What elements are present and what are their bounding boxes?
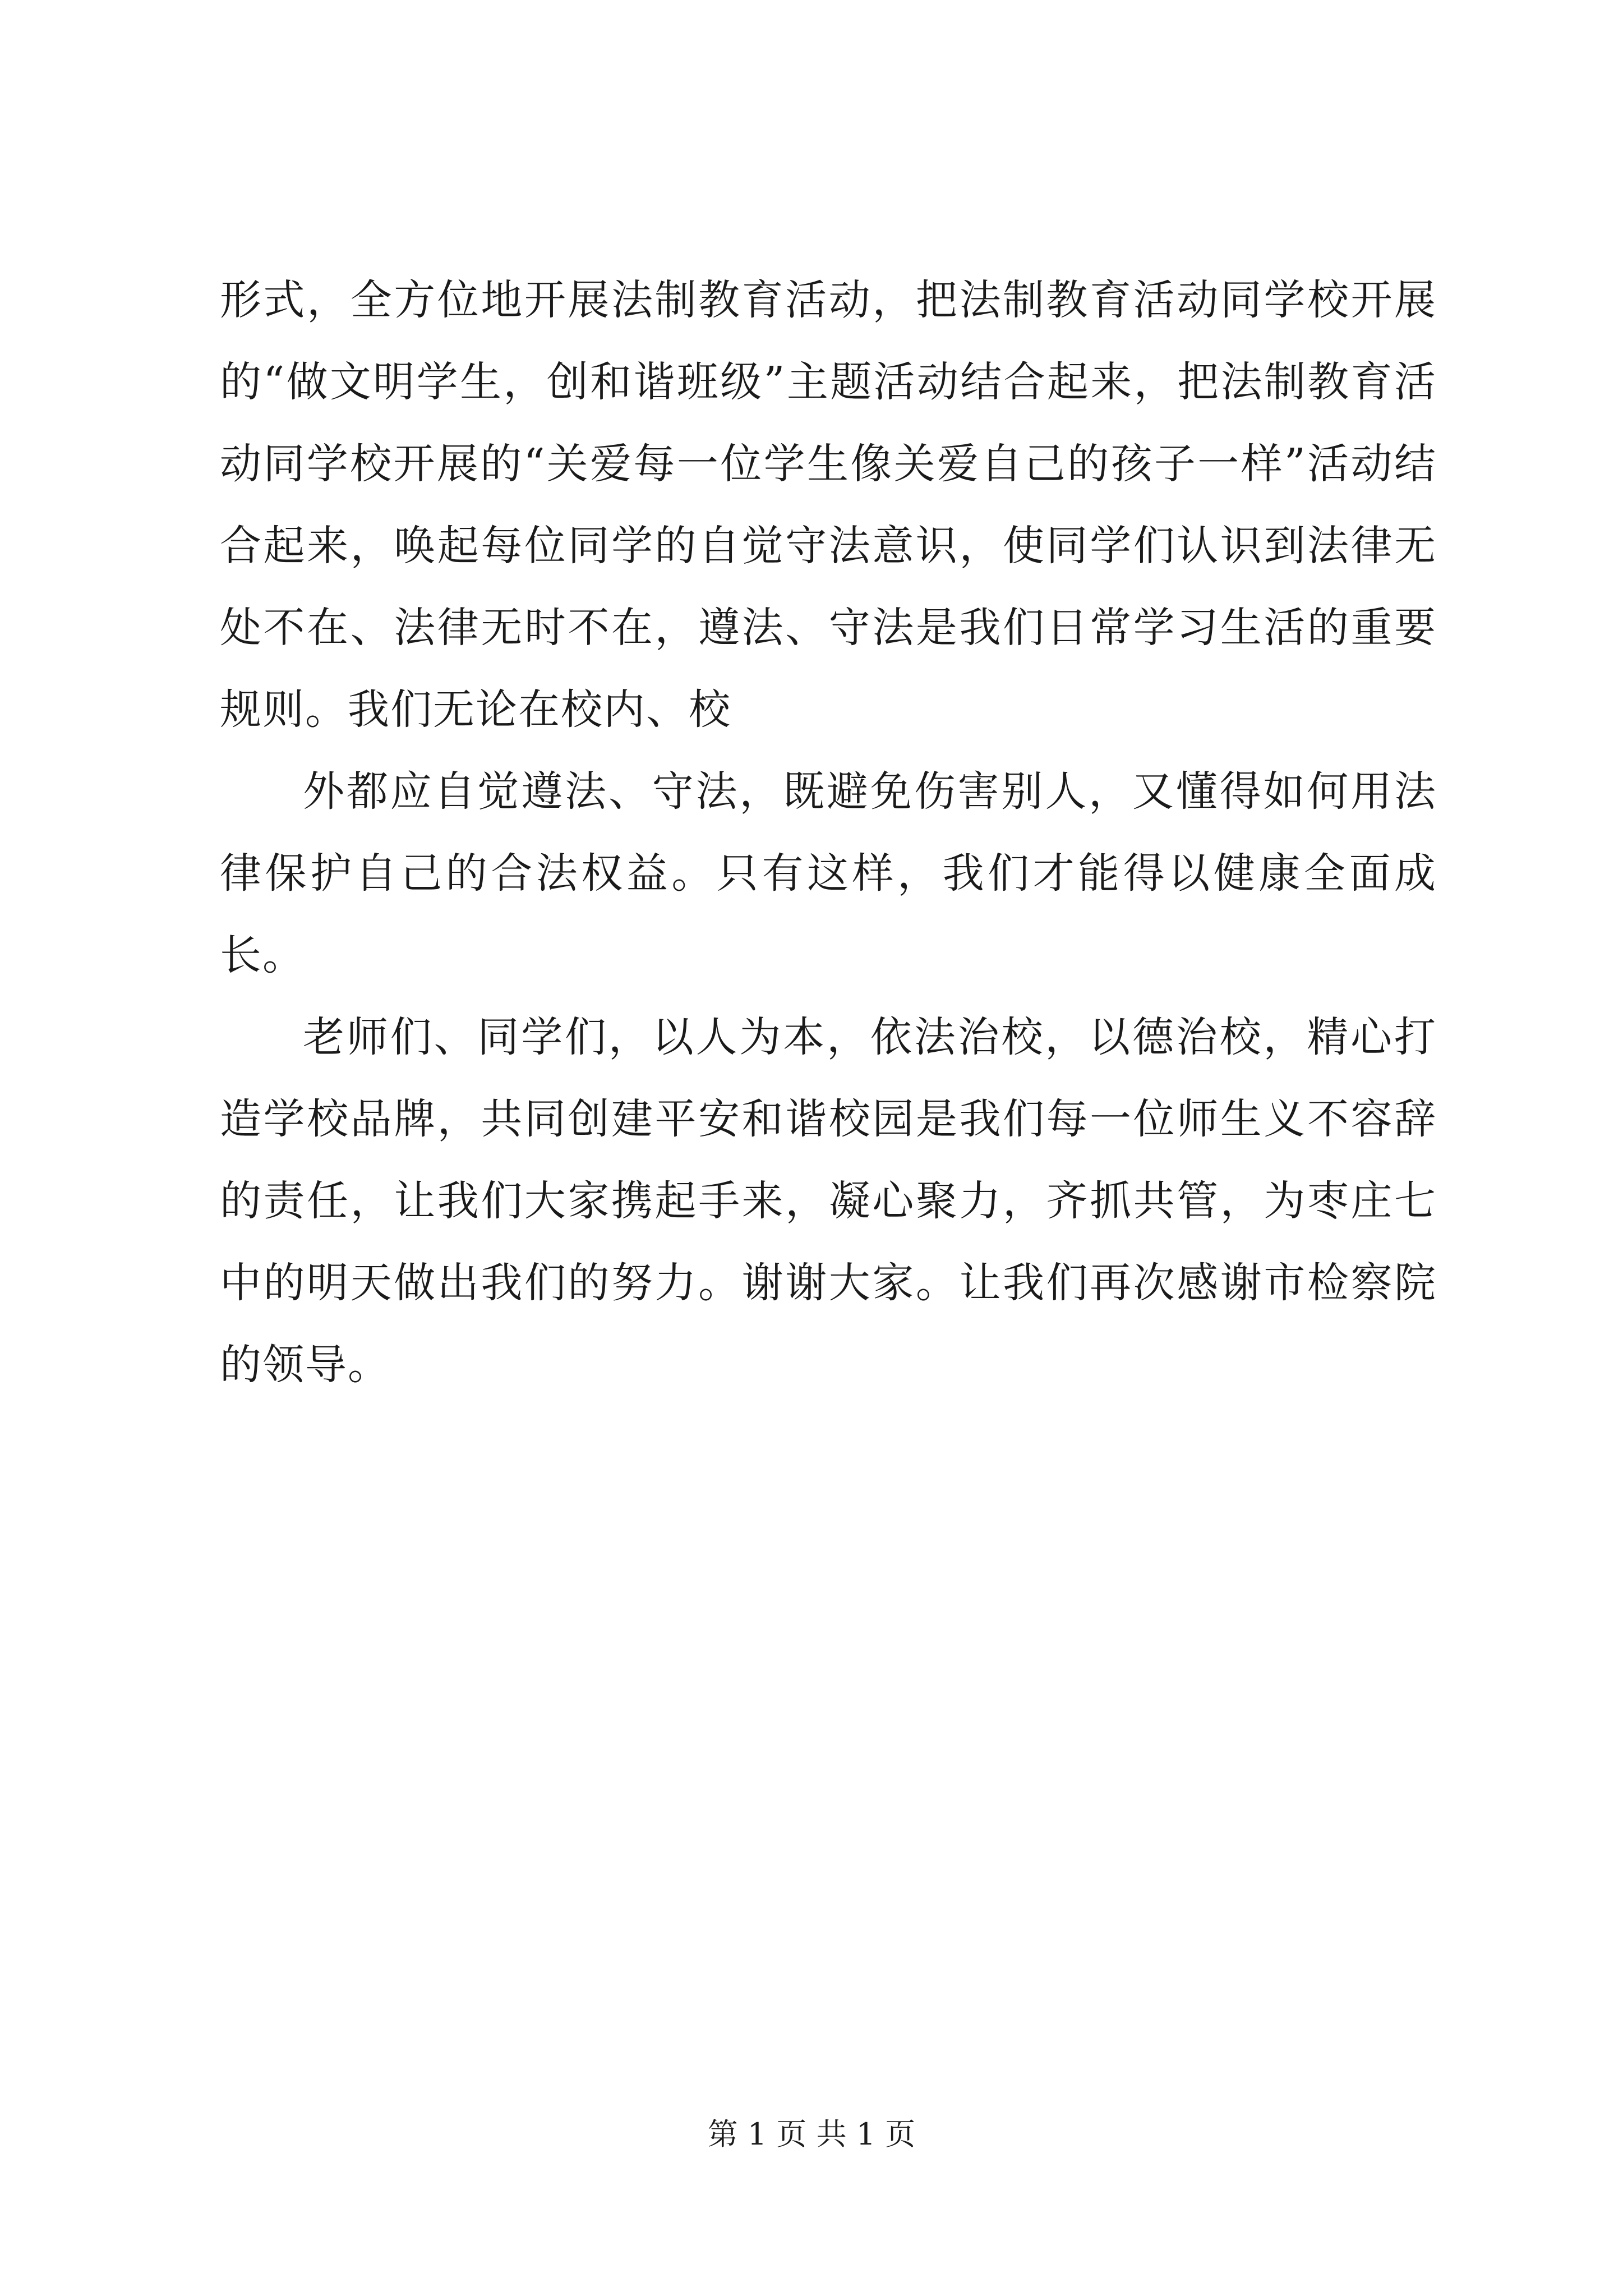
paragraph-2: 外都应自觉遵法、守法，既避免伤害别人，又懂得如何用法律保护自己的合法权益。只有这样，我们才能得以健康全面成长。 <box>220 767 1437 979</box>
page-footer: 第 1 页 共 1 页 <box>707 2116 916 2152</box>
document-body <box>220 259 1437 1406</box>
paragraph-3: 老师们、同学们，以人为本，依法治校，以德治校，精心打造学校品牌，共同创建平安和谐校园是我们每一位师生义不容辞的责任，让我们大家携起手来，凝心聚力，齐抓共管，为枣庄七中的明天做出我们的努力。谢谢大家。让我们再次感谢市检察院的领导。 <box>220 1013 1437 1389</box>
paragraph-1: 形式，全方位地开展法制教育活动，把法制教育活动同学校开展的“做文明学生，创和谐班级”主题活动结合起来，把法制教育活动同学校开展的“关爱每一位学生像关爱自己的孩子一样”活动结合起来，唤起每位同学的自觉守法意识，使同学们认识到法律无处不在、法律无时不在，遵法、守法是我们日常学习生活的重要规则。我们无论在校内、校 <box>220 276 1437 734</box>
